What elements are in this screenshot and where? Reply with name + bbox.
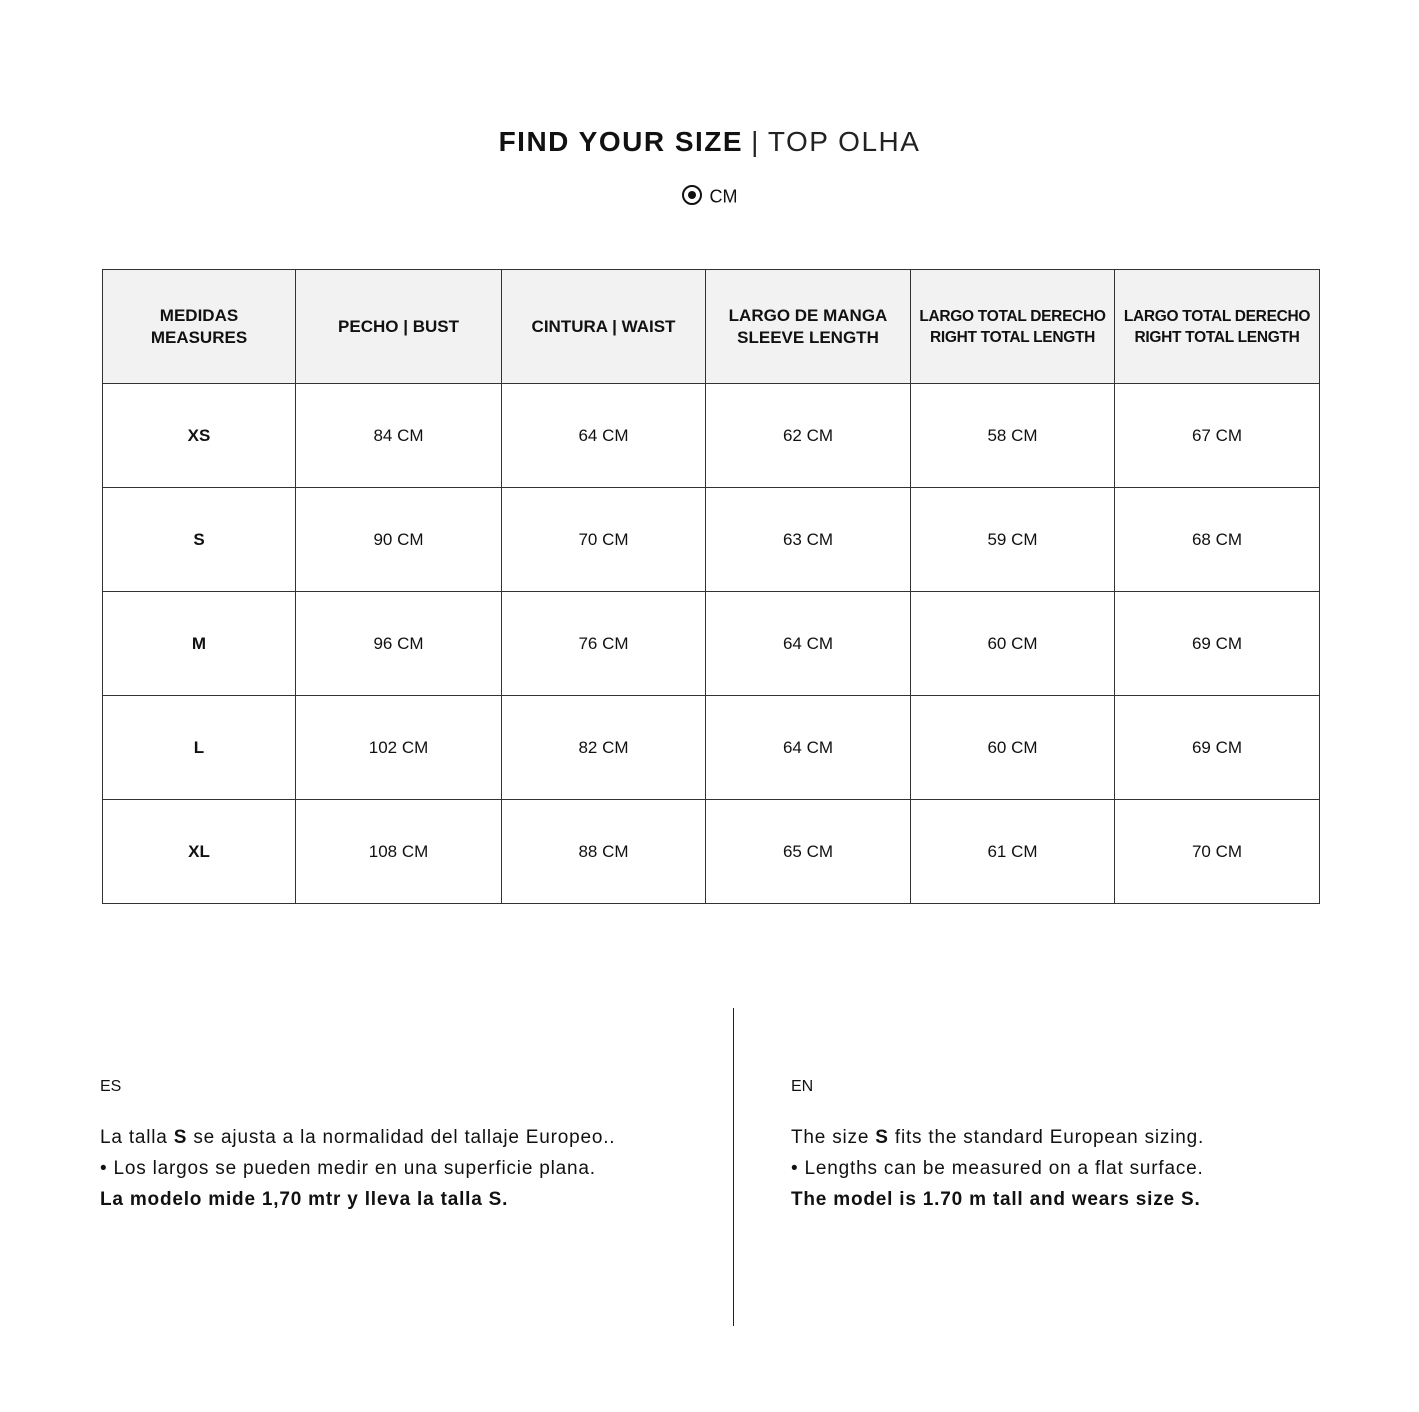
table-row-s bbox=[103, 488, 1320, 592]
header-sleeve-length bbox=[706, 270, 911, 384]
unit-radio-cm[interactable] bbox=[682, 185, 702, 205]
title-separator: | bbox=[751, 126, 760, 157]
waist-cell: 88 CM bbox=[502, 800, 706, 904]
waist-cell: 82 CM bbox=[502, 696, 706, 800]
title-main: FIND YOUR SIZE bbox=[498, 126, 744, 157]
header-bust bbox=[296, 270, 502, 384]
total-length-cell: 60 CM bbox=[911, 696, 1115, 800]
page-title bbox=[0, 122, 1419, 162]
header-sleeve-en: SLEEVE LENGTH bbox=[737, 327, 879, 347]
note-lang-label: EN bbox=[791, 1078, 814, 1095]
header-bust-label: PECHO | BUST bbox=[338, 316, 459, 336]
note-text: fits the standard European sizing. bbox=[888, 1127, 1205, 1148]
total-length-cell: 67 CM bbox=[1115, 384, 1320, 488]
size-cell: XS bbox=[103, 384, 296, 488]
note-size-highlight: S bbox=[875, 1127, 889, 1148]
bust-cell: 90 CM bbox=[296, 488, 502, 592]
header-total-length-en: RIGHT TOTAL LENGTH bbox=[1134, 328, 1300, 346]
total-length-cell: 69 CM bbox=[1115, 592, 1320, 696]
note-text: La talla bbox=[100, 1127, 174, 1148]
total-length-cell: 70 CM bbox=[1115, 800, 1320, 904]
size-cell: XL bbox=[103, 800, 296, 904]
notes-divider bbox=[733, 1008, 734, 1326]
bust-cell: 102 CM bbox=[296, 696, 502, 800]
note-lang-label: ES bbox=[100, 1078, 122, 1095]
waist-cell: 70 CM bbox=[502, 488, 706, 592]
bust-cell: 96 CM bbox=[296, 592, 502, 696]
header-right-total-length-1 bbox=[911, 270, 1115, 384]
note-line-1 bbox=[100, 1122, 720, 1153]
radio-selected-dot bbox=[688, 191, 696, 199]
header-total-length-en: RIGHT TOTAL LENGTH bbox=[929, 328, 1096, 346]
header-total-length-es: LARGO TOTAL DERECHO bbox=[1123, 307, 1311, 325]
table-row-xs bbox=[103, 384, 1320, 488]
size-cell: M bbox=[103, 592, 296, 696]
size-cell: L bbox=[103, 696, 296, 800]
note-spanish bbox=[100, 1076, 720, 1215]
table-row-xl bbox=[103, 800, 1320, 904]
header-right-total-length-2 bbox=[1115, 270, 1320, 384]
sleeve-cell: 63 CM bbox=[706, 488, 911, 592]
size-cell: S bbox=[103, 488, 296, 592]
note-text: The size bbox=[791, 1127, 876, 1148]
sleeve-cell: 64 CM bbox=[706, 592, 911, 696]
header-measures-en: MEASURES bbox=[150, 327, 248, 347]
note-english bbox=[791, 1076, 1411, 1215]
header-total-length-es: LARGO TOTAL DERECHO bbox=[919, 307, 1106, 325]
header-sleeve-es: LARGO DE MANGA bbox=[728, 305, 888, 325]
unit-selector bbox=[0, 182, 1419, 209]
header-measures bbox=[103, 270, 296, 384]
sleeve-cell: 64 CM bbox=[706, 696, 911, 800]
note-line-2: • Lengths can be measured on a flat surface. bbox=[791, 1158, 1204, 1179]
table-row-m bbox=[103, 592, 1320, 696]
total-length-cell: 69 CM bbox=[1115, 696, 1320, 800]
sleeve-cell: 62 CM bbox=[706, 384, 911, 488]
total-length-cell: 58 CM bbox=[911, 384, 1115, 488]
note-line-2: • Los largos se pueden medir en una superficie plana. bbox=[100, 1158, 596, 1179]
title-product: TOP OLHA bbox=[767, 126, 921, 157]
sleeve-cell: 65 CM bbox=[706, 800, 911, 904]
header-waist bbox=[502, 270, 706, 384]
total-length-cell: 61 CM bbox=[911, 800, 1115, 904]
note-text: se ajusta a la normalidad del tallaje Europeo.. bbox=[187, 1127, 616, 1148]
size-table bbox=[102, 269, 1320, 904]
note-line-3: La modelo mide 1,70 mtr y lleva la talla S. bbox=[100, 1189, 509, 1210]
waist-cell: 76 CM bbox=[502, 592, 706, 696]
bust-cell: 84 CM bbox=[296, 384, 502, 488]
table-header-row bbox=[103, 270, 1320, 384]
unit-label-cm[interactable]: CM bbox=[709, 186, 738, 207]
note-size-highlight: S bbox=[173, 1127, 188, 1148]
total-length-cell: 59 CM bbox=[911, 488, 1115, 592]
total-length-cell: 68 CM bbox=[1115, 488, 1320, 592]
total-length-cell: 60 CM bbox=[911, 592, 1115, 696]
note-line-3: The model is 1.70 m tall and wears size S. bbox=[791, 1189, 1201, 1210]
header-measures-es: MEDIDAS bbox=[159, 305, 239, 325]
header-waist-label: CINTURA | WAIST bbox=[531, 316, 676, 336]
note-line-1 bbox=[791, 1122, 1411, 1153]
bust-cell: 108 CM bbox=[296, 800, 502, 904]
waist-cell: 64 CM bbox=[502, 384, 706, 488]
table-row-l bbox=[103, 696, 1320, 800]
